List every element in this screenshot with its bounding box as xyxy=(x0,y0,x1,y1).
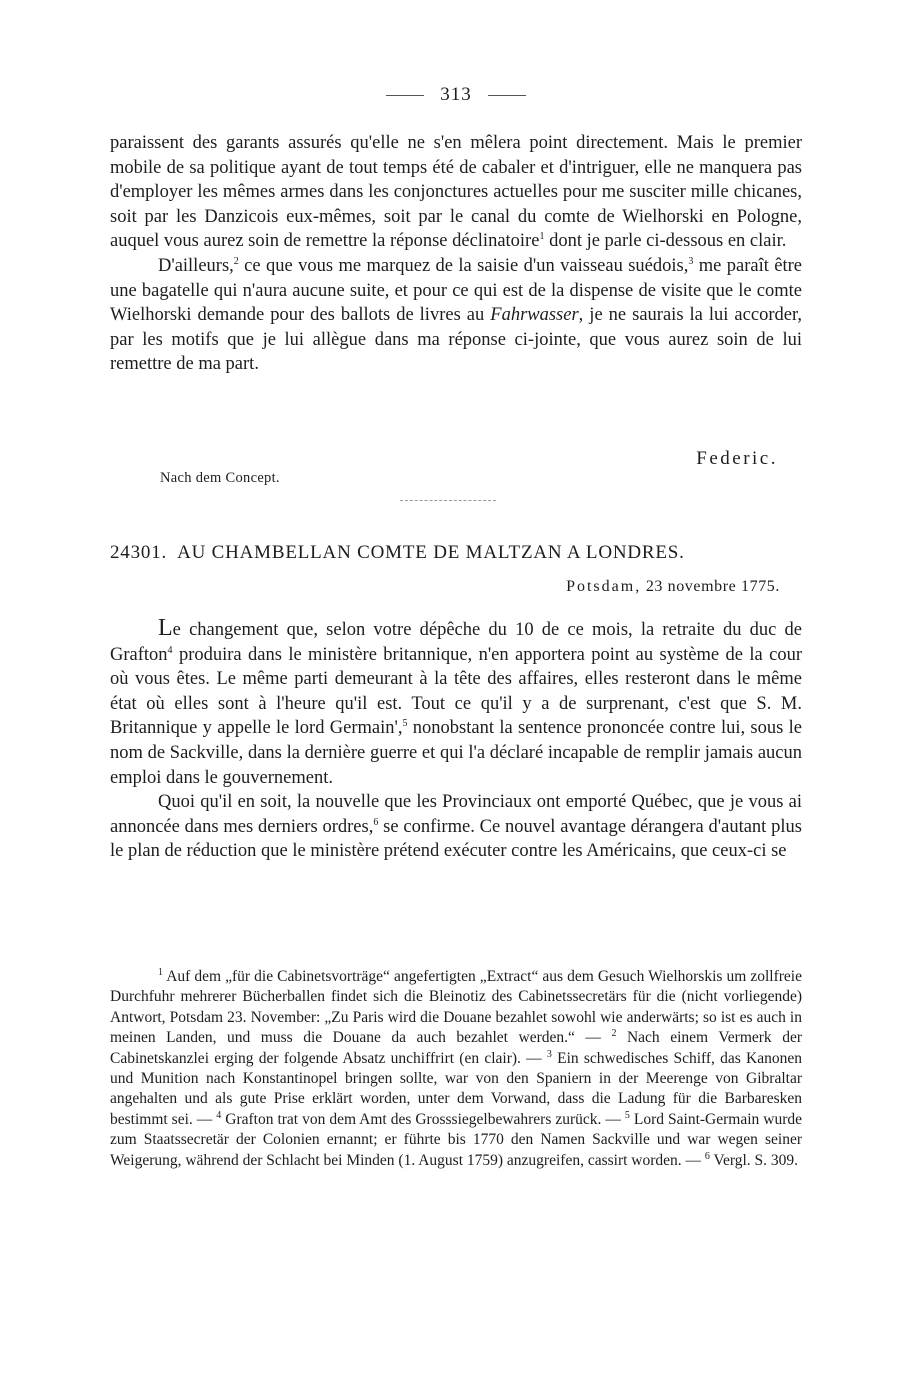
header-dash-left xyxy=(386,95,424,96)
paragraph-2 xyxy=(110,254,802,377)
paragraph-3-text: produira dans le ministère britannique, n'en apportera point au système de la cour où vous êtes. Le même parti demeurant à la tête des affaires, elles resteront dans le même état où elles sont à l'heure qu'il est. Tout ce qu'il y a de surprenant, c'est que S. M. Britannique y appelle le lord Germain', xyxy=(110,644,802,739)
letter-date: 23 novembre 1775. xyxy=(645,578,780,595)
footnote-ref: 1 xyxy=(539,231,545,243)
footnote-marker: 4 xyxy=(216,1109,222,1121)
footnote-marker: 5 xyxy=(624,1109,630,1121)
paragraph-2-text: me paraît être une bagatelle qui n'aura aucune suite, et pour ce qui est de la dispense de visite que le comte Wielhorski demande pour des ballots de livres au xyxy=(110,255,802,326)
paragraph-2-start: D'ailleurs, xyxy=(158,255,234,276)
paragraph-2-text: ce que vous me marquez de la saisie d'un vaisseau suédois, xyxy=(238,255,689,276)
paragraph-3 xyxy=(110,616,802,790)
header-dash-right xyxy=(488,95,526,96)
footnote-marker: 2 xyxy=(611,1028,617,1040)
paragraph-3-end: nonobstant la sentence prononcée contre lui, sous le nom de Sackville, dans la dernière guerre et qui l'a déclaré incapable de remplir jamais aucun emploi dans le gouvernement. xyxy=(110,718,802,788)
footnote-ref: 2 xyxy=(233,255,239,267)
footnote-marker: 6 xyxy=(704,1150,710,1162)
footnote-6: Vergl. S. 309. xyxy=(713,1151,799,1169)
paragraph-1-end: dont je parle ci-dessous en clair. xyxy=(544,231,787,252)
letter-place: Potsdam, xyxy=(566,578,642,595)
paragraph-1 xyxy=(110,131,802,254)
footnote-marker: 1 xyxy=(158,966,163,978)
footnote-4: Grafton trat von dem Amt des Grosssiegelbewahrers zurück. — xyxy=(225,1110,625,1128)
footnote-ref: 4 xyxy=(167,644,173,656)
letter-body xyxy=(110,616,802,864)
footnotes xyxy=(110,967,802,1171)
footnote-ref: 5 xyxy=(402,718,408,730)
page-number: 313 xyxy=(440,84,472,105)
paragraph-4-end: se confirme. Ce nouvel avantage dérangera d'autant plus le plan de réduction que le ministère prétend exécuter contre les Américains, que ceux-ci se xyxy=(110,816,802,862)
letter-continuation xyxy=(110,131,802,377)
footnote-ref: 3 xyxy=(688,255,694,267)
paragraph-2-end: , je ne saurais la lui accorder, par les motifs que je lui allègue dans ma réponse ci-jointe, que vous aurez soin de lui remettre de ma part. xyxy=(110,305,802,375)
letter-heading xyxy=(110,542,802,564)
footnote-3: Ein schwedisches Schiff, das Kanonen und Munition nach Konstantinopel bringen sollte, war von den Spaniern in der Meerenge von Gibraltar angehalten und als gute Prise erklärt worden, unter dem Vorwand, dass die Ladung für die Barbaresken bestimmt sei. — xyxy=(110,1049,803,1128)
section-divider xyxy=(400,500,496,501)
place-date-line xyxy=(566,578,780,596)
paragraph-3-text: Le changement que, selon votre dépêche du 10 de ce mois, la retraite du duc de Grafton xyxy=(110,615,802,665)
footnote-block xyxy=(110,967,802,1171)
letter-title: AU CHAMBELLAN COMTE DE MALTZAN A LONDRES. xyxy=(177,542,685,563)
paragraph-4 xyxy=(110,790,802,864)
letter-closing xyxy=(110,448,802,498)
italic-term: Fahrwasser xyxy=(490,305,579,326)
document-page xyxy=(110,0,802,1392)
paragraph-1-text: paraissent des garants assurés qu'elle ne s'en mêlera point directement. Mais le premier mobile de sa politique ayant de tout temps été de cabaler et d'intriguer, elle ne manquera pas d'employer les mêmes armes dans les conjonctures actuelles pour me susciter mille chicanes, soit par les Danzicois eux-mêmes, soit par le canal du comte de Wielhorski en Pologne, auquel vous aurez soin de remettre la réponse déclinatoire xyxy=(110,133,802,252)
letter-number: 24301. xyxy=(110,542,168,563)
page-header xyxy=(110,84,802,106)
footnote-2: Nach einem Vermerk der Cabinetskanzlei erging der folgende Absatz unchiffrirt (en clair). — xyxy=(110,1029,803,1067)
footnote-ref: 6 xyxy=(373,816,379,828)
paragraph-4-text: Quoi qu'il en soit, la nouvelle que les Provinciaux ont emporté Québec, que je vous ai annoncée dans mes derniers ordres, xyxy=(110,792,802,837)
footnote-5: Lord Saint-Germain wurde zum Staatssecretär der Colonien ernannt; er führte bis 1770 den Namen Sackville und war wegen seiner Weigerung, während der Schlacht bei Minden (1. August 1759) anzugreifen, cassirt worden. — xyxy=(110,1110,803,1169)
footnote-1: Auf dem „für die Cabinetsvorträge“ angefertigten „Extract“ aus dem Gesuch Wielhorskis um zollfreie Durchfuhr mehrerer Bücherballen findet sich die Bleinotiz des Cabinetssecretärs für die (nicht vorliegende) Antwort, Potsdam 23. November: „Zu Paris wird die Douane bezahlet sowohl wie anderwärts; so ist es auch in meinen Landen, und muss die Douane da auch bezahlet werden.“ — xyxy=(110,968,802,1047)
signature: Federic. xyxy=(696,448,778,469)
footnote-marker: 3 xyxy=(546,1048,552,1060)
source-note: Nach dem Concept. xyxy=(160,470,280,486)
